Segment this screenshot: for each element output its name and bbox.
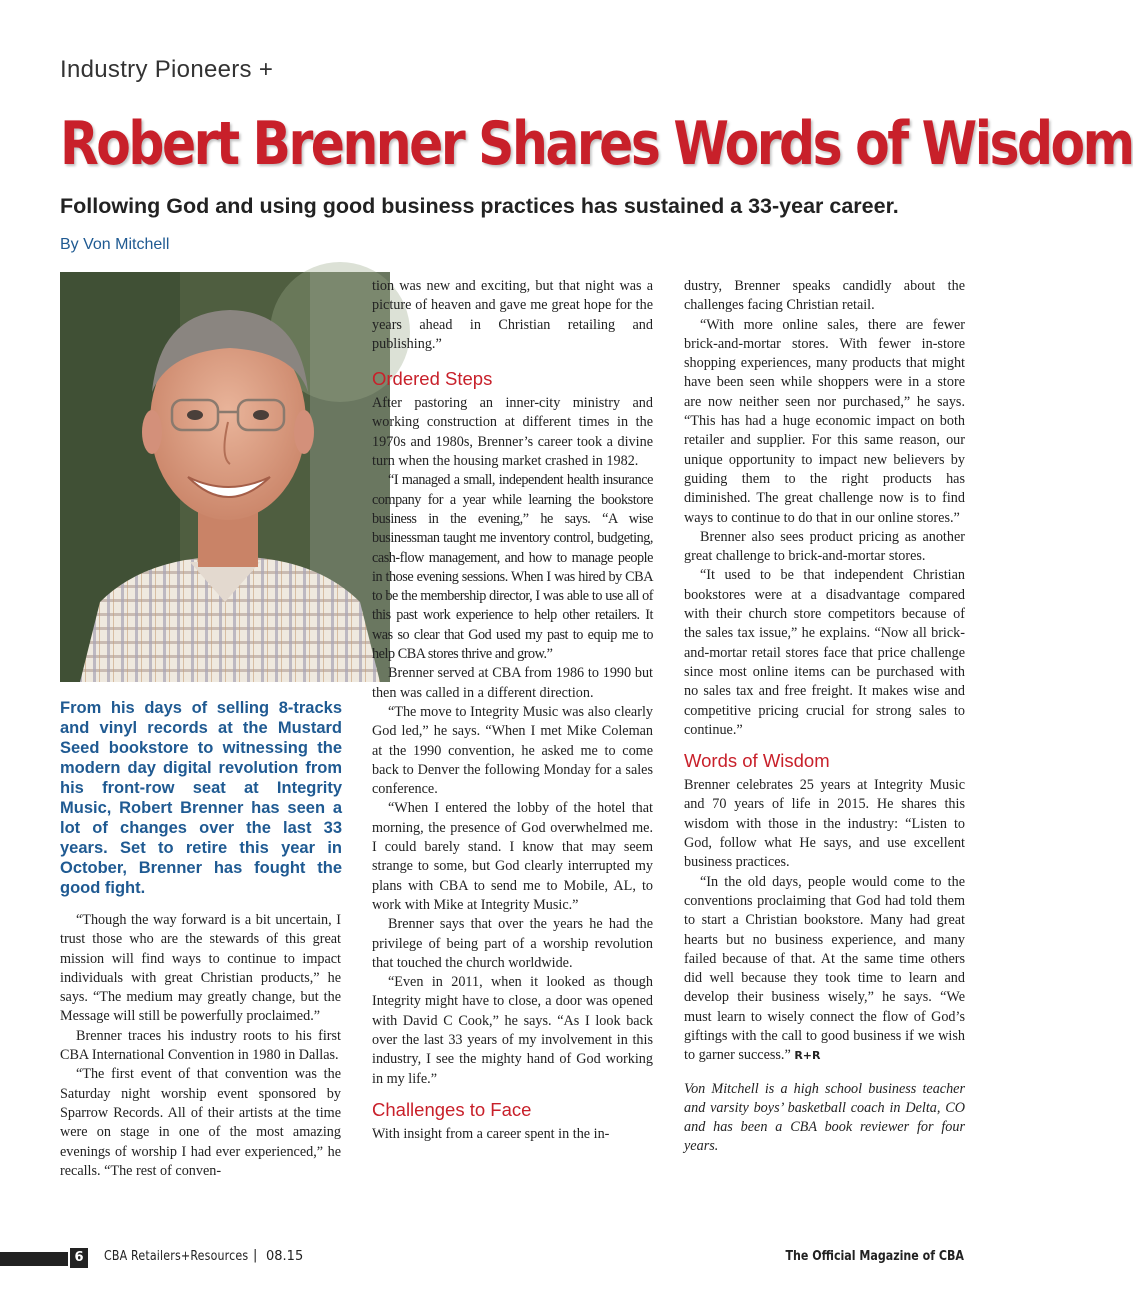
section-heading-challenges: Challenges to Face xyxy=(372,1098,532,1120)
column-3 xyxy=(684,277,965,1157)
portrait-photo xyxy=(60,272,390,682)
paragraph: Brenner says that over the years he had the privilege of being part of a worship revolution that touched the church worldwide. xyxy=(372,916,653,971)
section-kicker: Industry Pioneers + xyxy=(60,56,274,83)
footer-bar xyxy=(0,1252,68,1266)
article-deck: Following God and using good business practices has sustained a 33-year career. xyxy=(60,194,899,218)
paragraph: “I managed a small, independent health insurance company for a year while learning the bookstore business in the evening,” he says. “A wise businessman taught me inventory control, budgeting, cash-flow management, and how to manage people in those evening sessions. When I was hired by CBA to be the membership director, I was able to use all of this past work experience to help other retailers. It was so clear that God used my past to equip me to help CBA stores thrive and grow.” xyxy=(372,472,653,663)
author-bio: Von Mitchell is a high school business teacher and varsity boys’ basketball coach in Delta, CO and has been a CBA book reviewer for four years. xyxy=(684,1080,965,1155)
section-heading-ordered-steps: Ordered Steps xyxy=(372,368,493,390)
magazine-tagline: The Official Magazine of CBA xyxy=(785,1249,964,1264)
column-1 xyxy=(60,911,341,1181)
page-number: 6 xyxy=(70,1248,88,1268)
paragraph-text: “In the old days, people would come to the conventions proclaiming that God had told them to start a Christian bookstore. Many had great hearts but no business experience, and many failed because of that. At the same time others did well because they took time to learn and develop their business wisely,” he says. “We must learn to wisely connect the flow of God’s giftings with the call to good business if we wish to garner success.” xyxy=(684,873,965,1064)
page-footer xyxy=(0,1248,1024,1268)
paragraph: Brenner served at CBA from 1986 to 1990 but then was called in a different direction. xyxy=(372,665,653,701)
paragraph: With insight from a career spent in the in- xyxy=(372,1125,610,1142)
section-heading-words-of-wisdom: Words of Wisdom xyxy=(684,750,830,772)
paragraph: After pastoring an inner-city ministry and working construction at different times in the 1970s and 1980s, Brenner’s career took a divine turn when the housing market crashed in 1982. xyxy=(372,395,653,470)
paragraph: dustry, Brenner speaks candidly about the challenges facing Christian retail. xyxy=(684,278,965,314)
magazine-name: CBA Retailers+Resources xyxy=(104,1249,249,1264)
paragraph: Brenner celebrates 25 years at Integrity Music and 70 years of life in 2015. He shares this wisdom with those in the industry: “Listen to God, follow what He says, and use excellent business practices. xyxy=(684,777,965,871)
paragraph: tion was new and exciting, but that night was a picture of heaven and gave me great hope for the years ahead in Christian retailing and publishing.” xyxy=(372,278,653,352)
paragraph: “Even in 2011, when it looked as though Integrity might have to close, a door was opened with David C Cook,” he says. “As I look back over the last 33 years of my involvement in this industry, I see the mighty hand of God working in my life.” xyxy=(372,974,653,1087)
paragraph: Brenner also sees product pricing as another great challenge to brick-and-mortar stores. xyxy=(684,528,965,565)
paragraph: “The move to Integrity Music was also clearly God led,” he says. “When I met Mike Coleman at the 1990 convention, he asked me to come back to Denver the following Monday for a sales conference. xyxy=(372,703,653,798)
paragraph: Brenner traces his industry roots to his first CBA International Convention in 1980 in Dallas. xyxy=(60,1027,341,1064)
paragraph: “The first event of that convention was the Saturday night worship event sponsored by Sparrow Records. All of their artists at the time were on stage in one of the most amazing evenings of worship I had ever experienced,” he recalls. “The rest of conven- xyxy=(60,1066,341,1179)
issue-date: 08.15 xyxy=(266,1249,304,1264)
end-mark: R+R xyxy=(794,1049,821,1063)
paragraph: “With more online sales, there are fewer brick-and-mortar stores. With fewer in-store shopping experiences, many products that might have been seen while shoppers were in a store are now neither seen nor purchased,” he says. “This has had a huge economic impact on both retailer and supplier. For this same reason, our unique opportunity to impact new believers by guiding them to the right products has diminished. The great challenge now is to find ways to continue to do that in our online stores.” xyxy=(684,316,965,526)
portrait-illustration xyxy=(60,272,390,682)
footer-separator: | xyxy=(253,1248,258,1263)
byline: By Von Mitchell xyxy=(60,236,170,253)
column-2 xyxy=(372,277,653,1144)
paragraph: “When I entered the lobby of the hotel that morning, the presence of God overwhelmed me. I could barely stand. I know that may seem strange to some, but God clearly interrupted my plans with CBA to send me to Mobile, AL, to work with Mike at Integrity Music.” xyxy=(372,800,653,913)
paragraph: “It used to be that independent Christian bookstores were at a disadvantage compared with their church store competitors because of the sales tax issue,” he explains. “Now all brick-and-mortar retail stores face that price challenge since most online items can be purchased with no sales tax and free freight. It makes wise and competitive pricing crucial for strong sales to continue.” xyxy=(684,567,965,738)
paragraph: “Though the way forward is a bit uncertain, I trust those who are the stewards of this great mission will find ways to continue to impact individuals with great Christian products,” he says. “The medium may greatly change, but the Message will still be powerfully proclaimed.” xyxy=(60,912,341,1025)
article-headline: Robert Brenner Shares Words of Wisdom xyxy=(60,109,1133,179)
paragraph xyxy=(684,873,965,1066)
pull-quote: From his days of selling 8-tracks and vinyl records at the Mustard Seed bookstore to witnessing the modern day digital revolution from his front-row seat at Integrity Music, Robert Brenner has seen a lot of changes over the last 33 years. Set to retire this year in October, Brenner has fought the good fight. xyxy=(60,699,342,897)
